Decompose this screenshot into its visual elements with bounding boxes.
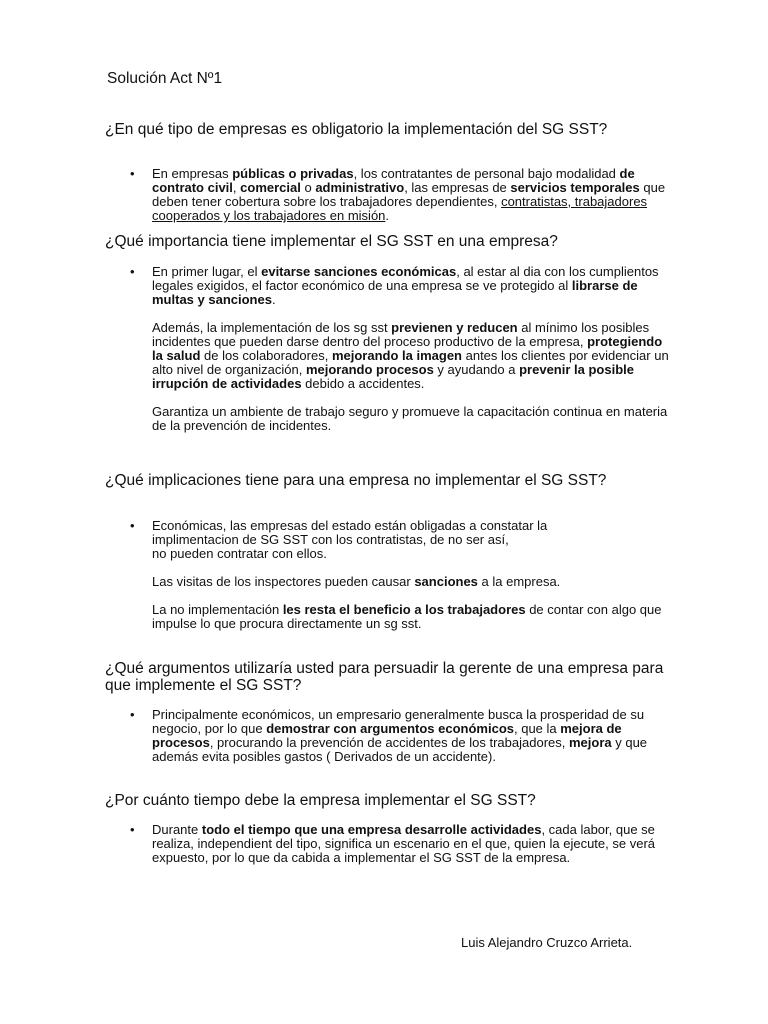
answer-list-2 [130,265,670,433]
answer-list-3 [130,519,670,631]
document-title: Solución Act Nº1 [107,70,223,87]
answer-paragraph: Además, la implementación de los sg sst previenen y reducen al mínimo los posibles incidentes que pueden darse dentro del proceso productivo de la empresa, protegiendo la salud de los colaboradores, mejorando la imagen antes los clientes por evidenciar un alto nivel de organización, mejorando procesos y ayudando a prevenir la posible irrupción de actividades debido a accidentes. [152,320,669,391]
question-3: ¿Qué implicaciones tiene para una empresa no implementar el SG SST? [105,472,607,489]
answer-list-5 [130,823,670,865]
question-4: ¿Qué argumentos utilizaría usted para persuadir la gerente de una empresa para que implemente el SG SST? [105,660,664,694]
question-2: ¿Qué importancia tiene implementar el SG SST en una empresa? [105,233,558,250]
answer-paragraph: Garantiza un ambiente de trabajo seguro y promueve la capacitación continua en materia de la prevención de incidentes. [152,404,668,433]
answer-paragraph: • En empresas públicas o privadas, los contratantes de personal bajo modalidad de contrato civil, comercial o administrativo, las empresas de servicios temporales que deben tener cobertura sobre los trabajadores dependientes, contratistas, trabajadores cooperados y los trabajadores en misión. [152,166,666,223]
question-1: ¿En qué tipo de empresas es obligatorio la implementación del SG SST? [105,121,608,138]
answer-paragraph: Las visitas de los inspectores pueden causar sanciones a la empresa. [152,574,561,589]
list-item [130,519,670,631]
answer-list-4 [130,708,670,764]
answer-paragraph: • Durante todo el tiempo que una empresa desarrolle actividades, cada labor, que se realiza, independient del tipo, significa un escenario en el que, quien la ejecute, se verá expuesto, por lo que da cabida a implementar el SG SST de la empresa. [152,822,656,865]
answer-paragraph: • Económicas, las empresas del estado están obligadas a constatar la implimentacion de SG SST con los contratistas, de no ser así, no pueden contratar con ellos. [152,518,548,561]
answer-paragraph: La no implementación les resta el beneficio a los trabajadores de contar con algo que impulse lo que procura directamente un sg sst. [152,602,662,631]
list-item [130,708,670,764]
answer-paragraph: • Principalmente económicos, un empresario generalmente busca la prosperidad de su negocio, por lo que demostrar con argumentos económicos, que la mejora de procesos, procurando la prevención de accidentes de los trabajadores, mejora y que además evita posibles gastos ( Derivados de un accidente). [152,707,648,764]
list-item [130,265,670,433]
author-signature: Luis Alejandro Cruzco Arrieta. [461,935,633,950]
list-item [130,167,670,223]
answer-paragraph: • En primer lugar, el evitarse sanciones económicas, al estar al dia con los cumplientos legales exigidos, el factor económico de una empresa se ve protegido al librarse de multas y sanciones. [152,264,659,307]
question-5: ¿Por cuánto tiempo debe la empresa implementar el SG SST? [105,792,536,809]
list-item [130,823,670,865]
answer-list-1 [130,167,670,223]
